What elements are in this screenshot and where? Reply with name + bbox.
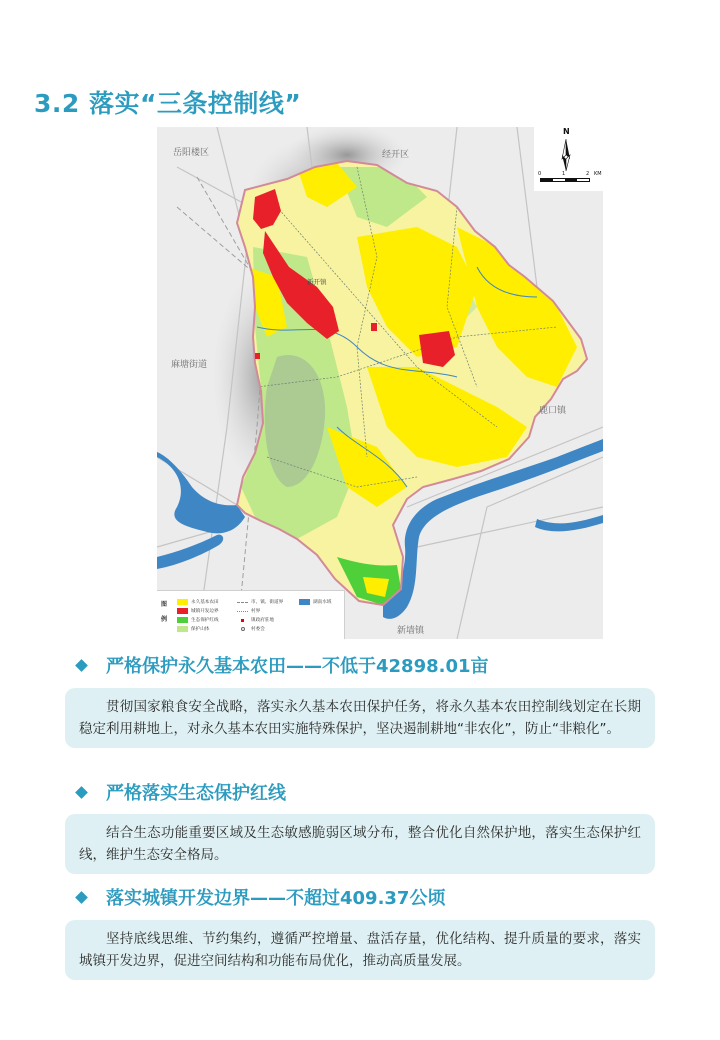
legend-label: 村界 xyxy=(251,609,261,614)
map-label-malu: 麻塘街道 xyxy=(171,360,208,370)
legend-item-boundary xyxy=(237,599,283,605)
legend-item-urban xyxy=(177,608,219,614)
map-label-xinqiang: 新墙镇 xyxy=(397,626,425,636)
legend-item-farmland xyxy=(177,599,219,605)
legend-label: 市、镇、街道界 xyxy=(251,600,284,605)
scale-label-2: 2 xyxy=(586,171,590,177)
control-lines-map xyxy=(157,127,603,639)
section-heading-text: 严格落实生态保护红线 xyxy=(106,783,286,804)
scale-bar xyxy=(540,178,590,182)
section-heading-farmland xyxy=(77,652,489,678)
north-arrow-icon xyxy=(534,135,603,179)
legend-item-mountain xyxy=(177,626,209,632)
diamond-bullet-icon xyxy=(75,786,88,799)
legend-label: 城镇开发边界 xyxy=(191,609,219,614)
map-legend xyxy=(157,590,345,639)
legend-item-ecology xyxy=(177,617,219,623)
section-body-urban: 坚持底线思维、节约集约，遵循严控增量、盘活存量，优化结构、提升质量的要求，落实城镇开发边界，促进空间结构和功能布局优化，推动高质量发展。 xyxy=(65,920,655,980)
section-body-ecology: 结合生态功能重要区域及生态敏感脆弱区域分布，整合优化自然保护地，落实生态保护红线，维护生态安全格局。 xyxy=(65,814,655,874)
water-body xyxy=(157,452,245,533)
legend-item-water xyxy=(299,599,331,605)
legend-swatch xyxy=(177,617,188,623)
legend-item-village-committee xyxy=(237,626,265,632)
town-gov-icon xyxy=(237,617,248,623)
legend-label: 生态保护红线 xyxy=(191,618,219,623)
scale-label-0: 0 xyxy=(538,171,542,177)
legend-label: 永久基本农田 xyxy=(191,600,219,605)
legend-line-icon xyxy=(237,611,248,612)
scale-unit: KM xyxy=(594,171,602,177)
scale-label-1: 1 xyxy=(562,171,566,177)
compass-scale xyxy=(534,127,603,191)
diamond-bullet-icon xyxy=(75,891,88,904)
legend-swatch xyxy=(299,599,310,605)
map-label-lukou: 鹿口镇 xyxy=(539,406,567,416)
section-heading-urban xyxy=(77,884,445,910)
section-heading-ecology xyxy=(77,779,286,805)
water-body xyxy=(535,515,603,531)
section-body-farmland: 贯彻国家粮食安全战略，落实永久基本农田保护任务，将永久基本农田控制线划定在长期稳定利用耕地上，对永久基本农田实施特殊保护，坚决遏制耕地“非农化”，防止“非粮化”。 xyxy=(65,688,655,748)
map-label-yueyang: 岳阳楼区 xyxy=(173,148,210,158)
north-label: N xyxy=(563,127,570,136)
page-title: 3.2 落实“三条控制线” xyxy=(34,89,302,118)
legend-label: 镇政府驻地 xyxy=(251,618,274,623)
legend-swatch xyxy=(177,599,188,605)
diamond-bullet-icon xyxy=(75,659,88,672)
legend-line-icon xyxy=(237,602,248,603)
legend-label: 保护山体 xyxy=(191,627,210,632)
water-body xyxy=(157,535,223,569)
map-canvas xyxy=(157,127,603,639)
map-label-centre-town: 新开镇 xyxy=(307,278,327,286)
legend-item-town-gov xyxy=(237,617,274,623)
legend-title: 图例 xyxy=(161,601,168,623)
urban-boundary-patch xyxy=(371,323,377,331)
legend-item-village-boundary xyxy=(237,608,260,614)
legend-swatch xyxy=(177,626,188,632)
village-committee-icon xyxy=(237,626,248,632)
map-label-jingkai: 经开区 xyxy=(382,150,410,160)
legend-swatch xyxy=(177,608,188,614)
legend-label: 村委会 xyxy=(251,627,265,632)
section-heading-text: 严格保护永久基本农田——不低于42898.01亩 xyxy=(106,656,489,677)
section-heading-text: 落实城镇开发边界——不超过409.37公顷 xyxy=(106,888,446,909)
legend-label: 湖南水域 xyxy=(313,600,332,605)
urban-boundary-patch xyxy=(255,353,260,359)
